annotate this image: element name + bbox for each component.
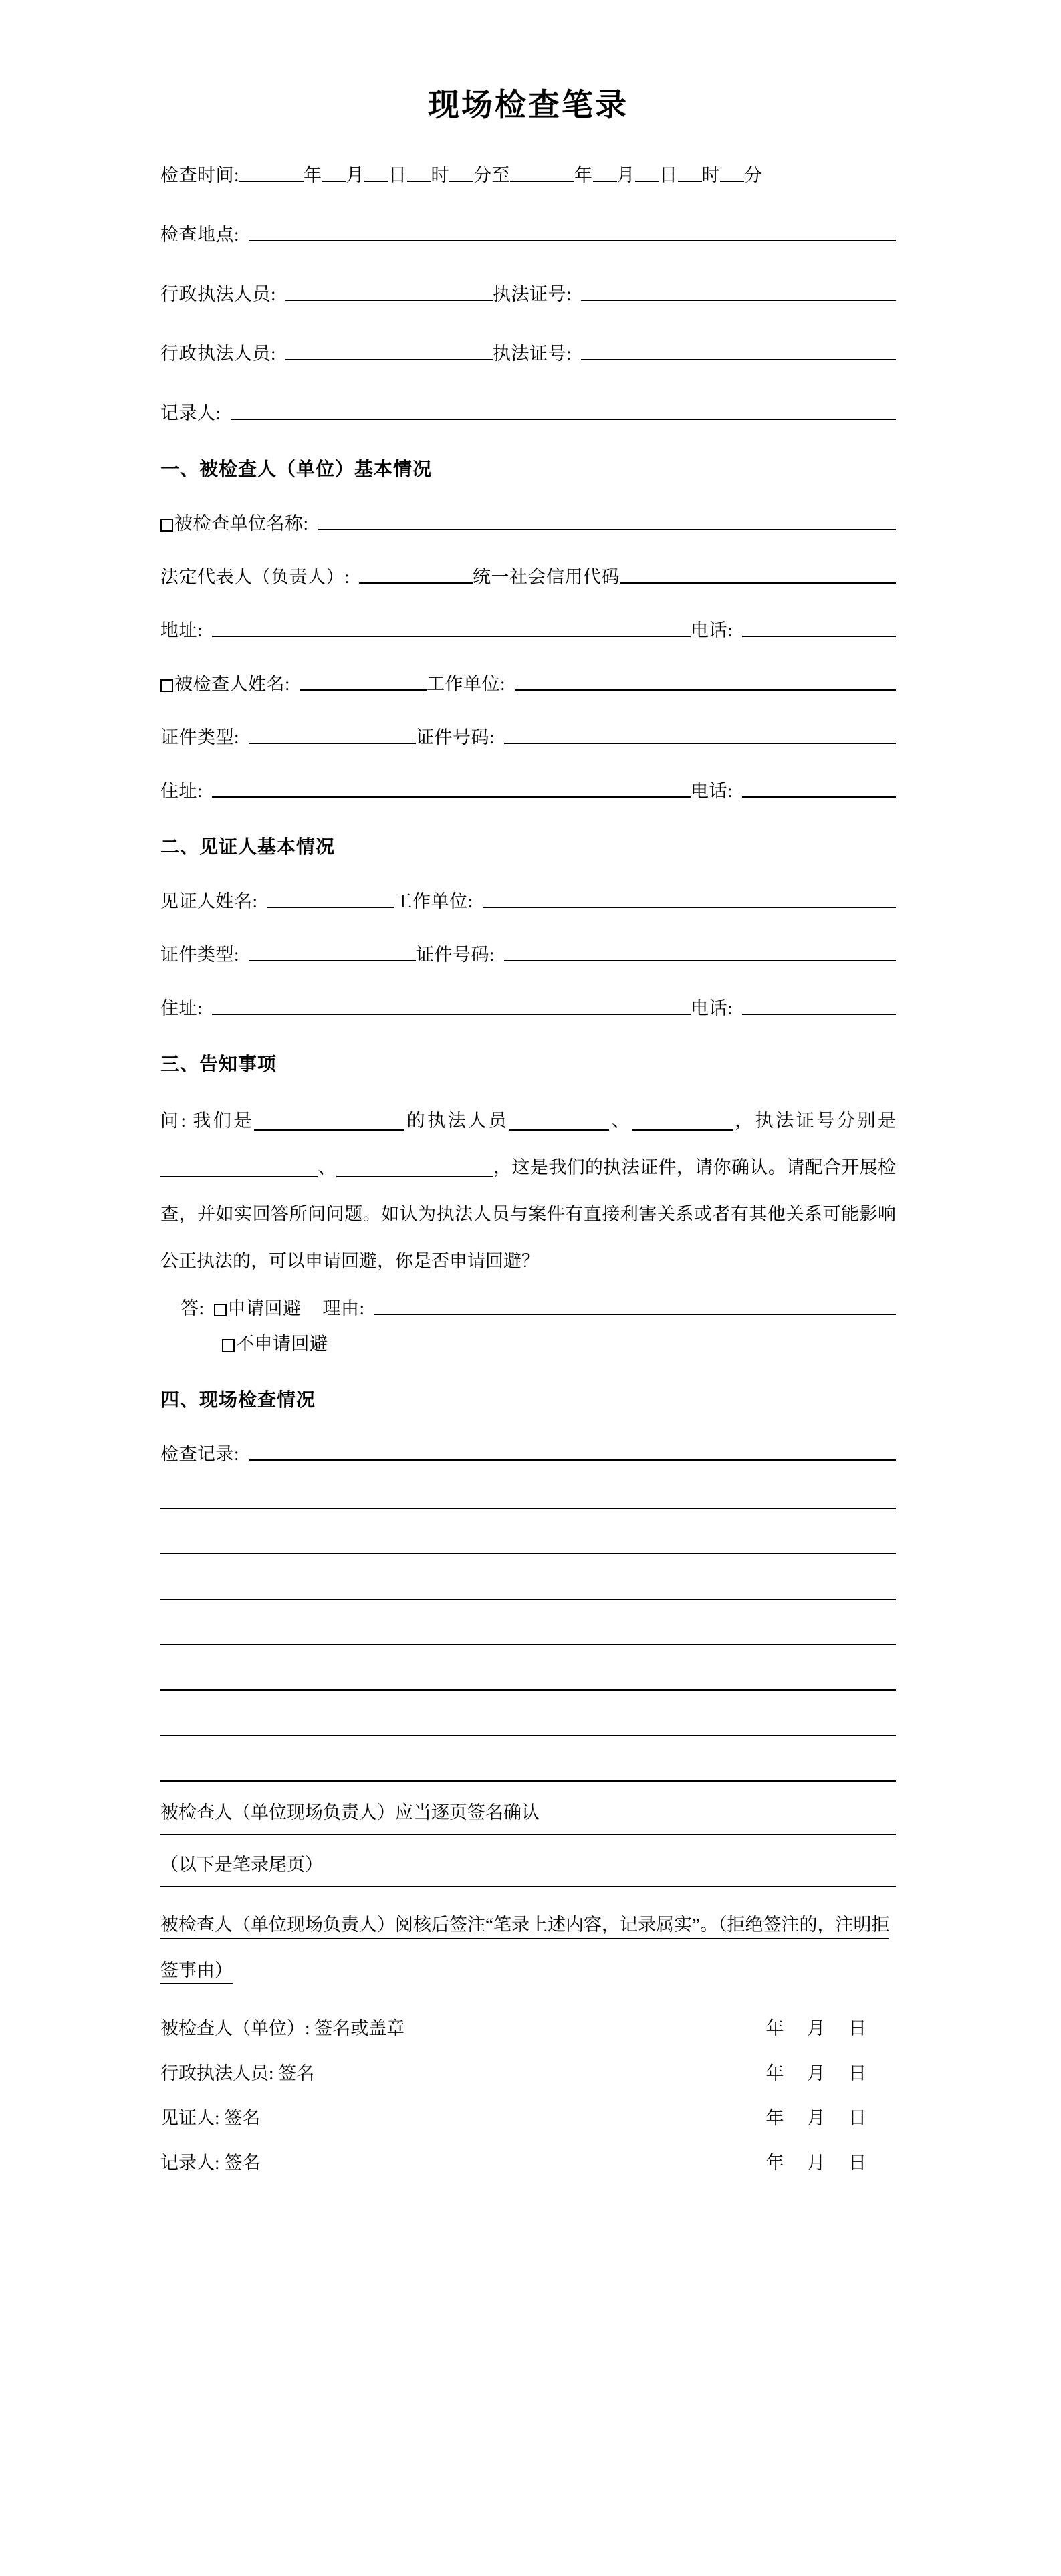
witness-residence-phone-input[interactable]: [742, 996, 896, 1015]
credit-code-label: 统一社会信用代码: [473, 567, 620, 588]
field-officer-1: [160, 282, 896, 304]
field-unit-name: [160, 511, 896, 533]
signature-officer-label: 行政执法人员: 签名: [160, 2063, 315, 2084]
inspection-time-day2-unit: 日: [659, 165, 678, 186]
inspection-time-hour2-unit: 时: [701, 165, 721, 186]
answer-reason-label: 理由:: [322, 1298, 365, 1319]
answer-reason-input[interactable]: [374, 1296, 896, 1315]
field-inspection-time: [160, 163, 896, 185]
officer2-label: 行政执法人员:: [160, 344, 277, 364]
question-officer2-blank[interactable]: [632, 1110, 733, 1131]
note-review-endorsement: [160, 1902, 896, 1993]
field-person-residence: [160, 779, 896, 800]
answer-prefix-label: 答:: [181, 1298, 205, 1319]
field-witness-residence: [160, 996, 896, 1018]
officer2-cert-label: 执法证号:: [493, 344, 572, 364]
unit-address-label: 地址:: [160, 620, 203, 641]
inspection-time-to: 至: [491, 165, 511, 186]
witness-work-unit-input[interactable]: [483, 889, 896, 908]
inspection-time-minute2-blank[interactable]: [720, 163, 744, 182]
blank-line[interactable]: [160, 1600, 896, 1645]
person-name-input[interactable]: [300, 672, 427, 691]
field-recorder: [160, 401, 896, 423]
unit-address-input[interactable]: [212, 618, 691, 637]
person-id-number-input[interactable]: [504, 725, 896, 744]
note-last-page-marker: （以下是笔录尾页）: [160, 1850, 896, 1887]
signature-officer-date[interactable]: 年 月 日: [765, 2063, 876, 2084]
recorder-input[interactable]: [231, 401, 896, 420]
checkbox-icon-no-recusal[interactable]: [222, 1339, 235, 1352]
field-legal-rep: [160, 565, 896, 586]
unit-name-label: 被检查单位名称:: [174, 513, 309, 534]
checkbox-icon-person-name[interactable]: [160, 679, 173, 692]
inspection-time-year1-unit: 年: [304, 165, 322, 186]
witness-id-type-input[interactable]: [249, 943, 416, 961]
field-person-name: [160, 672, 896, 693]
field-officer-2: [160, 342, 896, 363]
blank-line[interactable]: [160, 1645, 896, 1691]
inspection-record-input[interactable]: [249, 1442, 896, 1461]
witness-id-number-input[interactable]: [504, 943, 896, 961]
legal-rep-label: 法定代表人（负责人）:: [160, 567, 350, 588]
witness-name-input[interactable]: [267, 889, 394, 908]
signature-inspectee-date[interactable]: 年 月 日: [765, 2018, 876, 2039]
signature-row-inspectee: [160, 2020, 896, 2038]
credit-code-input[interactable]: [620, 565, 896, 584]
note-review-endorsement-text: 被检查人（单位现场负责人）阅核后签注“笔录上述内容，记录属实”。（拒绝签注的，注明拒签事由）: [160, 1915, 889, 1984]
question-part-2: 的执法人员: [404, 1110, 509, 1131]
signature-witness-label: 见证人: 签名: [160, 2108, 261, 2129]
field-unit-address: [160, 618, 896, 640]
answer-option-1-label: 申请回避: [227, 1298, 302, 1319]
question-part-4: ，: [732, 1110, 755, 1131]
unit-phone-input[interactable]: [742, 618, 896, 637]
witness-residence-label: 住址:: [160, 998, 203, 1019]
witness-name-label: 见证人姓名:: [160, 891, 258, 912]
inspection-time-hour2-blank[interactable]: [678, 163, 702, 182]
signature-row-witness: [160, 2109, 896, 2127]
question-cert1-blank[interactable]: [160, 1157, 318, 1177]
notification-question-paragraph: [160, 1097, 896, 1284]
unit-phone-label: 电话:: [690, 620, 733, 641]
checkbox-icon-unit-name[interactable]: [160, 519, 173, 532]
inspection-time-year2-blank[interactable]: [510, 163, 574, 182]
blank-line[interactable]: [160, 1691, 896, 1736]
blank-line[interactable]: [160, 1554, 896, 1600]
inspection-time-month1-blank[interactable]: [322, 163, 346, 182]
person-residence-phone-input[interactable]: [742, 779, 896, 798]
officer1-label: 行政执法人员:: [160, 284, 277, 305]
witness-residence-input[interactable]: [212, 996, 691, 1015]
document-content: [160, 0, 896, 2172]
officer2-name-input[interactable]: [285, 342, 493, 360]
inspection-place-label: 检查地点:: [160, 225, 240, 245]
person-residence-phone-label: 电话:: [690, 781, 733, 802]
inspection-time-minute1-unit: 分: [473, 165, 492, 186]
inspection-place-input[interactable]: [249, 223, 896, 241]
inspection-time-month2-blank[interactable]: [593, 163, 617, 182]
question-part-7: ，这是我们的执法证件，请你确认。请配合开展检查，并如实回答所问问题。如认为执法人员与案件有直接利害关系或者有其他关系可能影响公正执法的，可以申请回避，你是否申请回避？: [160, 1157, 896, 1272]
inspection-time-day2-blank[interactable]: [635, 163, 659, 182]
answer-option-2-label: 不申请回避: [236, 1334, 328, 1355]
blank-line[interactable]: [160, 1736, 896, 1782]
section-3-heading: 三、告知事项: [160, 1054, 277, 1076]
question-part-6: 、: [318, 1157, 336, 1178]
officer1-cert-label: 执法证号:: [493, 284, 572, 305]
person-id-type-label: 证件类型:: [160, 727, 240, 748]
question-part-3: 、: [609, 1110, 632, 1131]
field-inspection-record: [160, 1442, 896, 1463]
signature-row-officer: [160, 2065, 896, 2083]
section-2-heading: 二、见证人基本情况: [160, 837, 336, 858]
person-id-type-input[interactable]: [249, 725, 416, 744]
inspection-time-month2-unit: 月: [616, 165, 636, 186]
inspection-time-label: 检查时间:: [160, 165, 240, 186]
inspection-time-month1-unit: 月: [346, 165, 365, 186]
page-title: 现场检查笔录: [428, 88, 628, 123]
section-4-heading: 四、现场检查情况: [160, 1390, 316, 1411]
blank-line[interactable]: [160, 1463, 896, 1509]
inspection-time-day1-blank[interactable]: [364, 163, 388, 182]
field-witness-id-type: [160, 943, 896, 964]
legal-rep-input[interactable]: [359, 565, 473, 584]
inspection-time-day1-unit: 日: [388, 165, 407, 186]
person-work-unit-label: 工作单位:: [427, 674, 506, 695]
field-inspection-place: [160, 223, 896, 244]
recorder-label: 记录人:: [160, 403, 221, 424]
signature-witness-date[interactable]: 年 月 日: [765, 2108, 876, 2129]
blank-line[interactable]: [160, 1509, 896, 1554]
officer1-name-input[interactable]: [285, 282, 493, 301]
witness-work-unit-label: 工作单位:: [394, 891, 473, 912]
officer2-cert-input[interactable]: [581, 342, 896, 360]
field-person-id-type: [160, 725, 896, 747]
inspection-time-hour1-blank[interactable]: [407, 163, 431, 182]
witness-id-number-label: 证件号码:: [416, 945, 495, 965]
witness-id-type-label: 证件类型:: [160, 945, 240, 965]
signature-recorder-label: 记录人: 签名: [160, 2153, 261, 2174]
signature-recorder-date[interactable]: 年 月 日: [765, 2153, 876, 2174]
answer-row-recuse: [160, 1296, 896, 1318]
unit-name-input[interactable]: [318, 511, 896, 530]
note-sign-each-page: 被检查人（单位现场负责人）应当逐页签名确认: [160, 1798, 896, 1835]
answer-row-no-recuse: [160, 1335, 896, 1353]
question-part-5: 执法证号分别是: [755, 1110, 897, 1131]
witness-residence-phone-label: 电话:: [690, 998, 733, 1019]
inspection-record-label: 检查记录:: [160, 1444, 240, 1465]
person-work-unit-input[interactable]: [515, 672, 896, 691]
question-cert2-blank[interactable]: [336, 1157, 493, 1177]
signature-inspectee-label: 被检查人（单位）: 签名或盖章: [160, 2018, 405, 2039]
section-1-heading: 一、被检查人（单位）基本情况: [160, 459, 433, 481]
person-name-label: 被检查人姓名:: [174, 674, 291, 695]
question-part-1: 问: 我们是: [160, 1110, 255, 1131]
inspection-time-year2-unit: 年: [574, 165, 593, 186]
inspection-time-hour1-unit: 时: [431, 165, 450, 186]
person-residence-input[interactable]: [212, 779, 691, 798]
person-residence-label: 住址:: [160, 781, 203, 802]
signature-row-recorder: [160, 2154, 896, 2172]
inspection-time-year1-blank[interactable]: [239, 163, 304, 182]
question-officer1-blank[interactable]: [509, 1110, 609, 1131]
person-id-number-label: 证件号码:: [416, 727, 495, 748]
checkbox-icon-apply-recusal[interactable]: [214, 1304, 227, 1316]
inspection-record-blank-lines: [160, 1463, 896, 1782]
field-witness-name: [160, 889, 896, 911]
question-agency-blank[interactable]: [254, 1110, 404, 1131]
inspection-time-minute2-unit: 分: [744, 165, 763, 186]
inspection-time-minute1-blank[interactable]: [449, 163, 473, 182]
officer1-cert-input[interactable]: [581, 282, 896, 301]
